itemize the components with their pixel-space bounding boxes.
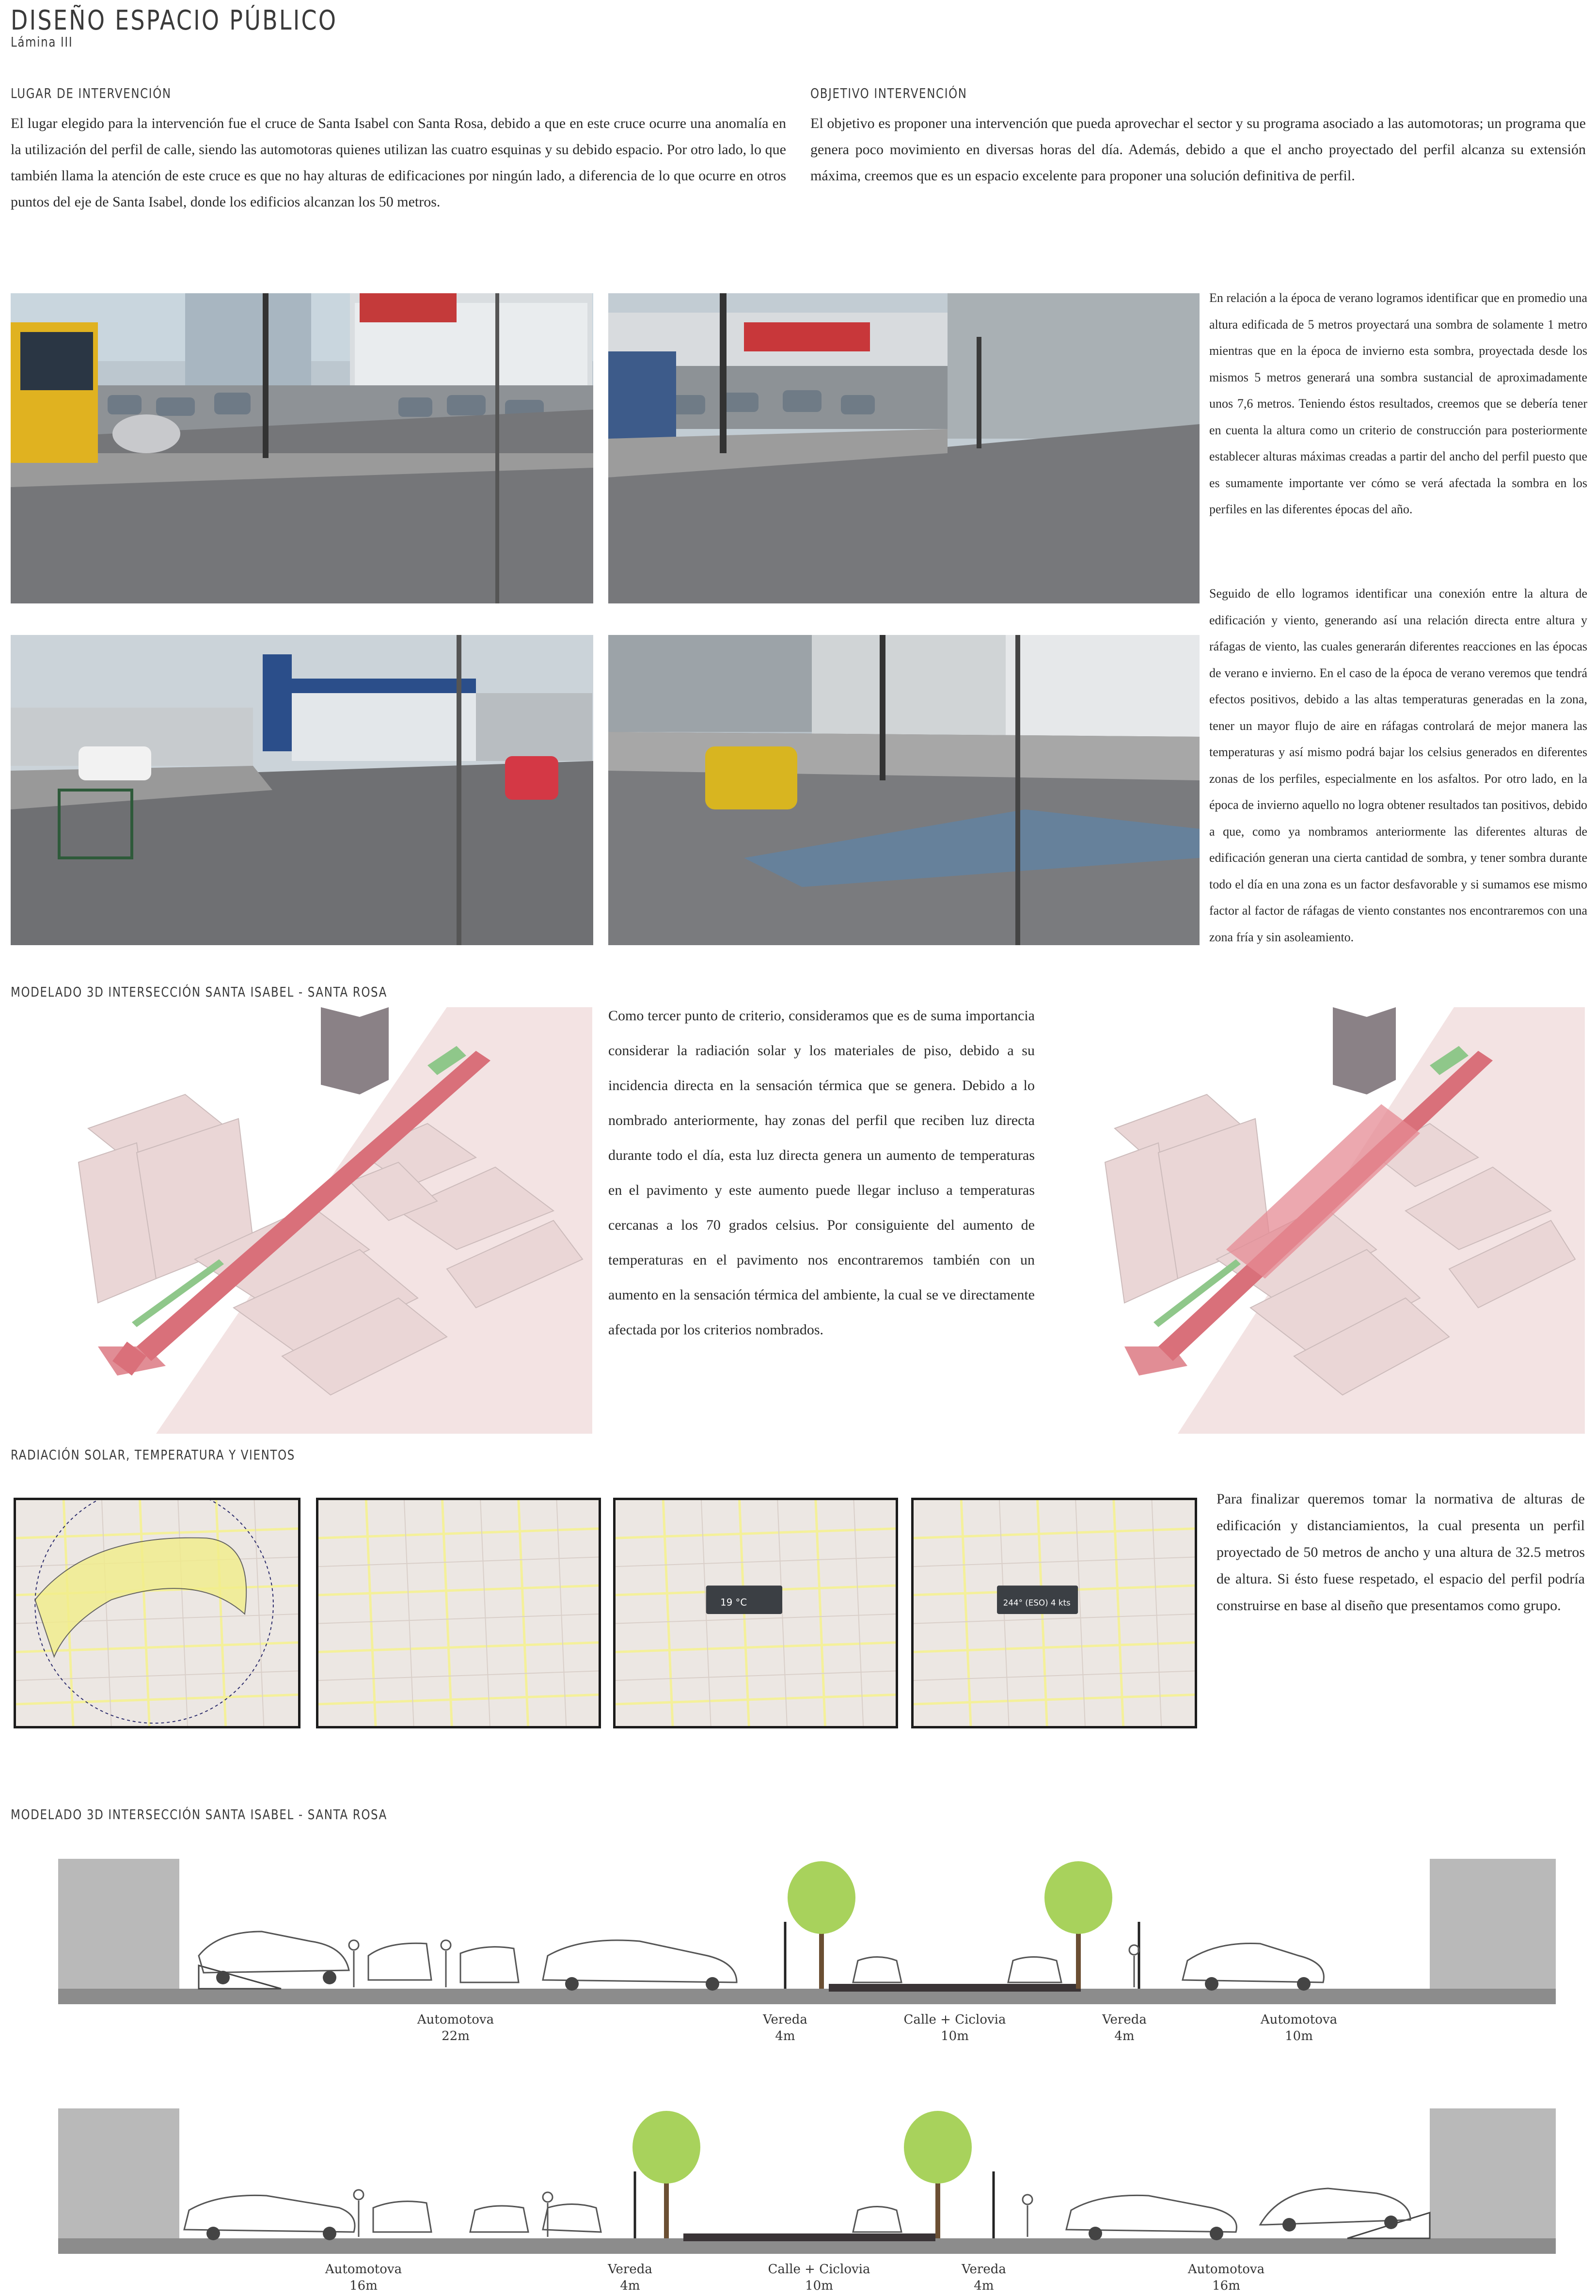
s2-label-automotova-left: Automotova 16m [325, 2262, 402, 2293]
wind-paragraph: Seguido de ello logramos identificar una conexión entre la altura de edificación y viento, generando así una relación directa entre altura y ráfagas de viento, las cuales generarán diferentes reacciones en las épocas de verano e invierno. En el caso de la época de verano veremos que tendrá efectos positivos, debido a las altas temperaturas generadas en la zona, tener un mayor flujo de aire en ráfagas controlará de mejor manera las temperaturas y así mismo podrá bajar los celsius generados en diferentes zonas de los perfiles, especialmente en los asfaltos. Por otro lado, en la época de invierno aquello no logra obtener resultados tan positivos, debido a que, como ya nombramos anteriormente las diferentes alturas de edificación generan una cierta cantidad de sombra, y tener sombra durante todo el día en una zona es un factor desfavorable y si sumamos ese mismo factor al factor de ráfagas de viento constantes nos encontraremos con una zona fría y sin asoleamiento. [1209, 586, 1587, 944]
shadow-paragraph: En relación a la época de verano logramos identificar que en promedio una altura edificada de 5 metros proyectará una sombra de solamente 1 metro mientras que en la época de invierno esta sombra, proyectada desde los mismos 5 metros generará una sombra sustancial de aproximadamente unos 7,6 metros. Teniendo éstos resultados, creemos que se debería tener en cuenta la altura como un criterio de construcción para posteriormente establecer alturas máximas creadas a partir del ancho del perfil puesto que es sumamente importante ver cómo se verá afectada la sombra en los perfiles en las diferentes épocas del año. [1209, 291, 1587, 516]
street-photo-1 [11, 293, 593, 603]
3d-model-left [11, 1007, 592, 1434]
wind-readout: 244° (ESO) 4 kts [1003, 1598, 1071, 1608]
modelado-heading-2: MODELADO 3D INTERSECCIÓN SANTA ISABEL - SANTA ROSA [11, 1806, 388, 1822]
s1-label-automotova-right: Automotova 10m [1260, 2012, 1338, 2043]
street-section-2 [58, 2108, 1556, 2254]
s1-label-calle: Calle + Ciclovia 10m [903, 2012, 1006, 2043]
page-title: DISEÑO ESPACIO PÚBLICO [11, 5, 338, 36]
3d-model-right [1042, 1007, 1585, 1434]
s2-label-vereda-left: Vereda 4m [608, 2262, 652, 2293]
sun-path-map [14, 1498, 300, 1728]
objetivo-heading: OBJETIVO INTERVENCIÓN [810, 85, 967, 101]
street-photo-2 [608, 293, 1200, 603]
s1-label-vereda-left: Vereda 4m [763, 2012, 807, 2043]
modelado-heading-1: MODELADO 3D INTERSECCIÓN SANTA ISABEL - SANTA ROSA [11, 984, 388, 1000]
street-photo-4 [608, 635, 1200, 945]
s2-label-calle: Calle + Ciclovia 10m [768, 2262, 870, 2293]
city-map-2 [316, 1498, 601, 1728]
temperature-readout: 19 °C [720, 1597, 747, 1608]
s2-label-automotova-right: Automotova 16m [1187, 2262, 1265, 2293]
temperature-map [613, 1498, 898, 1728]
final-paragraph: Para finalizar queremos tomar la normativa de alturas de edificación y distanciamientos, la cual presenta un perfil proyectado de 50 metros de ancho y una altura de 32.5 metros de altura. Si ésto fuese respetado, el espacio del perfil podría construirse en base al diseño que presentamos como grupo. [1217, 1491, 1585, 1614]
s2-label-vereda-right: Vereda 4m [962, 2262, 1006, 2293]
lugar-heading: LUGAR DE INTERVENCIÓN [11, 85, 172, 101]
s1-label-automotova-left: Automotova 22m [417, 2012, 494, 2043]
radiation-paragraph: Como tercer punto de criterio, consideramos que es de suma importancia considerar la radiación solar y los materiales de piso, debido a su incidencia directa en la sensación térmica que se genera. Debido a lo nombrado anteriormente, hay zonas del perfil que reciben luz directa durante todo el día, esta luz directa genera un aumento de temperaturas en el pavimento y este aumento puede llegar incluso a temperaturas cercanas a los 70 grados celsius. Por consiguiente del aumento de temperaturas en el pavimento nos encontraremos también con un aumento en la sensación térmica del ambiente, la cual se ve directamente afectada por los criterios nombrados. [608, 1008, 1035, 1338]
street-photo-3 [11, 635, 593, 945]
radiacion-heading: RADIACIÓN SOLAR, TEMPERATURA Y VIENTOS [11, 1447, 296, 1463]
page-subtitle: Lámina III [11, 34, 73, 50]
street-section-1 [58, 1859, 1556, 2004]
lugar-text: El lugar elegido para la intervención fue el cruce de Santa Isabel con Santa Rosa, debido a que en este cruce ocurre una anomalía en la utilización del perfil de calle, siendo las automotoras quienes utilizan las cuatro esquinas y su debido espacio. Por otro lado, lo que también llama la atención de este cruce es que no hay alturas de edificaciones por ningún lado, a diferencia de lo que ocurre en otros puntos del eje de Santa Isabel, donde los edificios alcanzan los 50 metros. [11, 115, 786, 210]
s1-label-vereda-right: Vereda 4m [1102, 2012, 1147, 2043]
wind-map [911, 1498, 1197, 1728]
objetivo-text: El objetivo es proponer una intervención que pueda aprovechar el sector y su programa asociado a las automotoras; un programa que genera poco movimiento en diversas horas del día. Además, debido a que el ancho proyectado del perfil alcanza su extensión máxima, creemos que es un espacio excelente para proponer una solución definitiva de perfil. [810, 115, 1586, 184]
